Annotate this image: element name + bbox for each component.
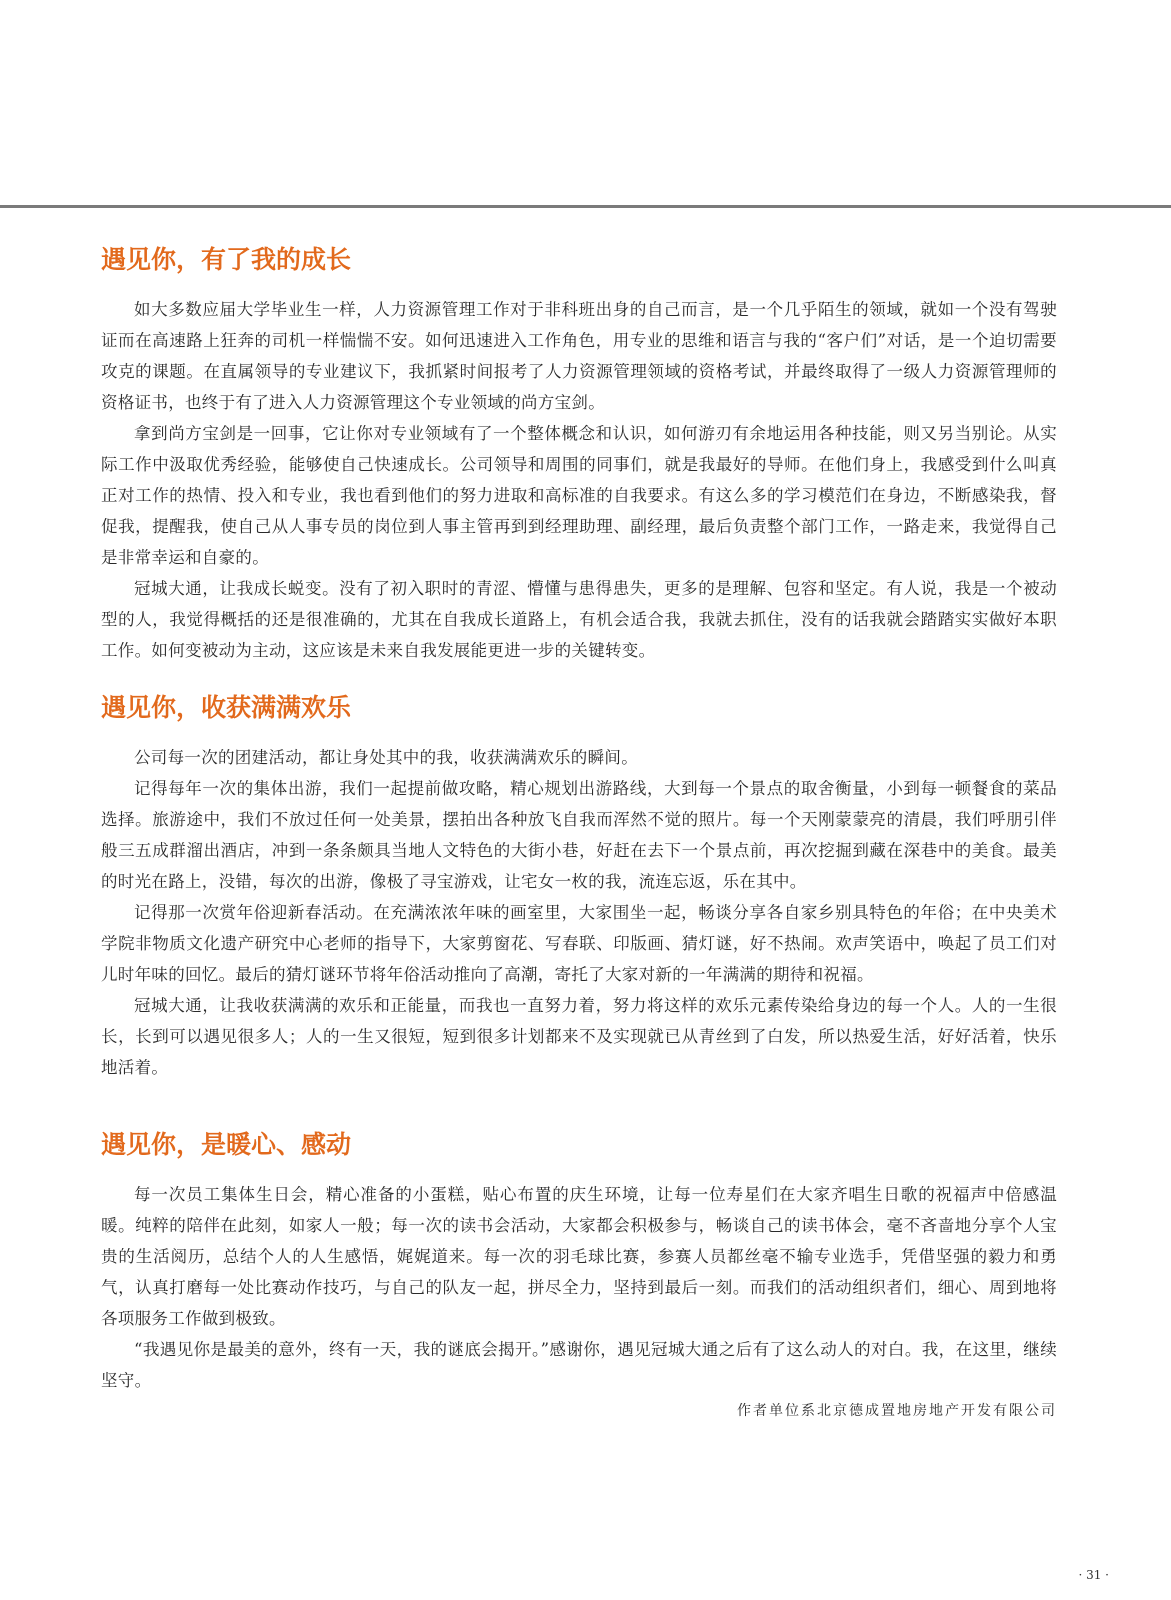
section-joy: [101, 688, 1057, 1083]
paragraph: 记得每年一次的集体出游，我们一起提前做攻略，精心规划出游路线，大到每一个景点的取舍衡量，小到每一顿餐食的菜品选择。旅游途中，我们不放过任何一处美景，摆拍出各种放飞自我而浑然不觉的照片。每一个天刚蒙蒙亮的清晨，我们呼朋引伴般三五成群溜出酒店，冲到一条条颇具当地人文特色的大街小巷，好赶在去下一个景点前，再次挖掘到藏在深巷中的美食。最美的时光在路上，没错，每次的出游，像极了寻宝游戏，让宅女一枚的我，流连忘返，乐在其中。: [101, 779, 1057, 891]
paragraph: 冠城大通，让我收获满满的欢乐和正能量，而我也一直努力着，努力将这样的欢乐元素传染给身边的每一个人。人的一生很长，长到可以遇见很多人；人的一生又很短，短到很多计划都来不及实现就已从青丝到了白发，所以热爱生活，好好活着，快乐地活着。: [101, 996, 1057, 1077]
section-growth: [101, 240, 1057, 666]
paragraph: 拿到尚方宝剑是一回事，它让你对专业领域有了一个整体概念和认识，如何游刃有余地运用各种技能，则又另当别论。从实际工作中汲取优秀经验，能够使自己快速成长。公司领导和周围的同事们，就是我最好的导师。在他们身上，我感受到什么叫真正对工作的热情、投入和专业，我也看到他们的努力进取和高标准的自我要求。有这么多的学习模范们在身边，不断感染我，督促我，提醒我，使自己从人事专员的岗位到人事主管再到到经理助理、副经理，最后负责整个部门工作，一路走来，我觉得自己是非常幸运和自豪的。: [101, 424, 1057, 567]
author-affiliation: 作者单位系北京德成置地房地产开发有限公司: [737, 1403, 1057, 1419]
paragraph: 公司每一次的团建活动，都让身处其中的我，收获满满欢乐的瞬间。: [134, 748, 638, 767]
page-number: · 31 ·: [1078, 1568, 1109, 1582]
paragraph: “我遇见你是最美的意外，终有一天，我的谜底会揭开。”感谢你，遇见冠城大通之后有了这么动人的对白。我，在这里，继续坚守。: [101, 1340, 1057, 1390]
article-body: [101, 240, 1057, 1442]
paragraph: 冠城大通，让我成长蜕变。没有了初入职时的青涩、懵懂与患得患失，更多的是理解、包容和坚定。有人说，我是一个被动型的人，我觉得概括的还是很准确的，尤其在自我成长道路上，有机会适合我，我就去抓住，没有的话我就会踏踏实实做好本职工作。如何变被动为主动，这应该是未来自我发展能更进一步的关键转变。: [101, 579, 1057, 660]
paragraph: 每一次员工集体生日会，精心准备的小蛋糕，贴心布置的庆生环境，让每一位寿星们在大家齐唱生日歌的祝福声中倍感温暖。纯粹的陪伴在此刻，如家人一般；每一次的读书会活动，大家都会积极参与，畅谈自己的读书体会，毫不吝啬地分享个人宝贵的生活阅历，总结个人的人生感悟，娓娓道来。每一次的羽毛球比赛，参赛人员都丝毫不输专业选手，凭借坚强的毅力和勇气，认真打磨每一处比赛动作技巧，与自己的队友一起，拼尽全力，坚持到最后一刻。而我们的活动组织者们，细心、周到地将各项服务工作做到极致。: [101, 1185, 1057, 1328]
header-rule: [0, 205, 1171, 208]
section-heading: 遇见你，有了我的成长: [101, 245, 352, 274]
section-heading: 遇见你，收获满满欢乐: [101, 693, 352, 722]
paragraph: 记得那一次赏年俗迎新春活动。在充满浓浓年味的画室里，大家围坐一起，畅谈分享各自家乡别具特色的年俗；在中央美术学院非物质文化遗产研究中心老师的指导下，大家剪窗花、写春联、印版画、猜灯谜，好不热闹。欢声笑语中，唤起了员工们对儿时年味的回忆。最后的猜灯谜环节将年俗活动推向了高潮，寄托了大家对新的一年满满的期待和祝福。: [101, 903, 1057, 984]
paragraph: 如大多数应届大学毕业生一样，人力资源管理工作对于非科班出身的自己而言，是一个几乎陌生的领域，就如一个没有驾驶证而在高速路上狂奔的司机一样惴惴不安。如何迅速进入工作角色，用专业的思维和语言与我的“客户们”对话，是一个迫切需要攻克的课题。在直属领导的专业建议下，我抓紧时间报考了人力资源管理领域的资格考试，并最终取得了一级人力资源管理师的资格证书，也终于有了进入人力资源管理这个专业领域的尚方宝剑。: [101, 300, 1057, 412]
section-heading: 遇见你，是暖心、感动: [101, 1130, 352, 1159]
section-warmth: [101, 1125, 1057, 1420]
